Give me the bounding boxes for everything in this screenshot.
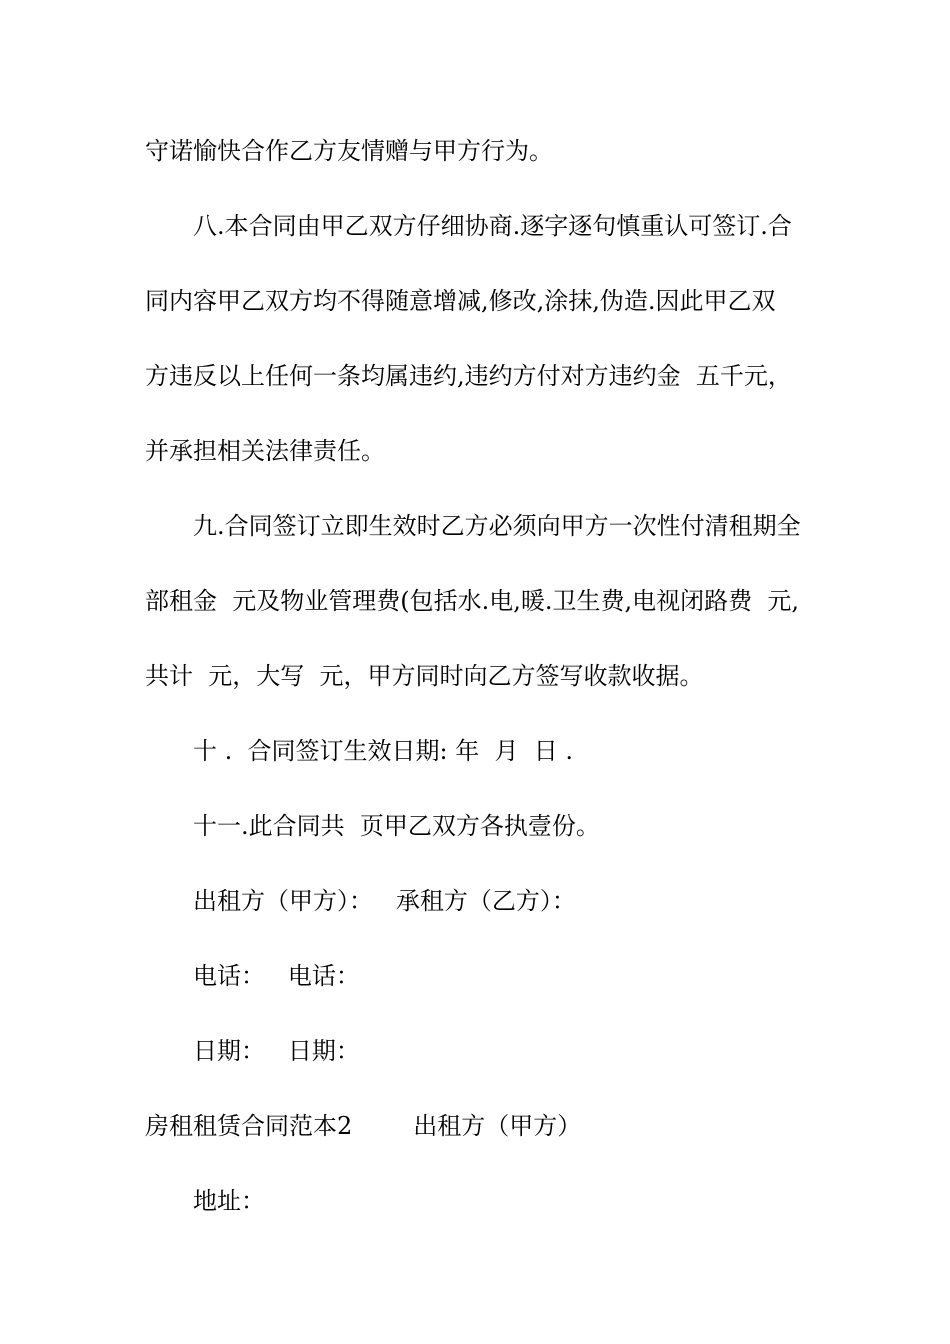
clause-9-line: 九.合同签订立即生效时乙方必须向甲方一次性付清租期全 bbox=[193, 512, 801, 540]
text-line: 守诺愉快合作乙方友情赠与甲方行为。 bbox=[145, 137, 553, 165]
signature-parties-line: 出租方（甲方）： 承租方（乙方）： bbox=[193, 887, 576, 915]
text-line: 同内容甲乙双方均不得随意增减,修改,涂抹,伪造.因此甲乙双 bbox=[145, 287, 776, 315]
date-line: 日期： 日期： bbox=[193, 1037, 360, 1065]
clause-11-line: 十一.此合同共 页甲乙双方各执壹份。 bbox=[193, 812, 600, 840]
section-heading: 房租租赁合同范本2 出租方（甲方） bbox=[145, 1112, 582, 1140]
text-line: 部租金 元及物业管理费(包括水.电,暖.卫生费,电视闭路费 元, bbox=[145, 587, 800, 615]
text-line: 并承担相关法律责任。 bbox=[145, 437, 385, 465]
address-line: 地址： bbox=[193, 1187, 265, 1215]
clause-8-line: 八.本合同由甲乙双方仔细协商.逐字逐句慎重认可签订.合 bbox=[193, 212, 792, 240]
text-line: 共计 元，大写 元，甲方同时向乙方签写收款收据。 bbox=[145, 662, 704, 690]
text-line: 方违反以上任何一条均属违约,违约方付对方违约金 五千元， bbox=[145, 362, 792, 390]
clause-10-line: 十 . 合同签订生效日期: 年 月 日 . bbox=[193, 737, 574, 765]
phone-line: 电话： 电话： bbox=[193, 962, 360, 990]
